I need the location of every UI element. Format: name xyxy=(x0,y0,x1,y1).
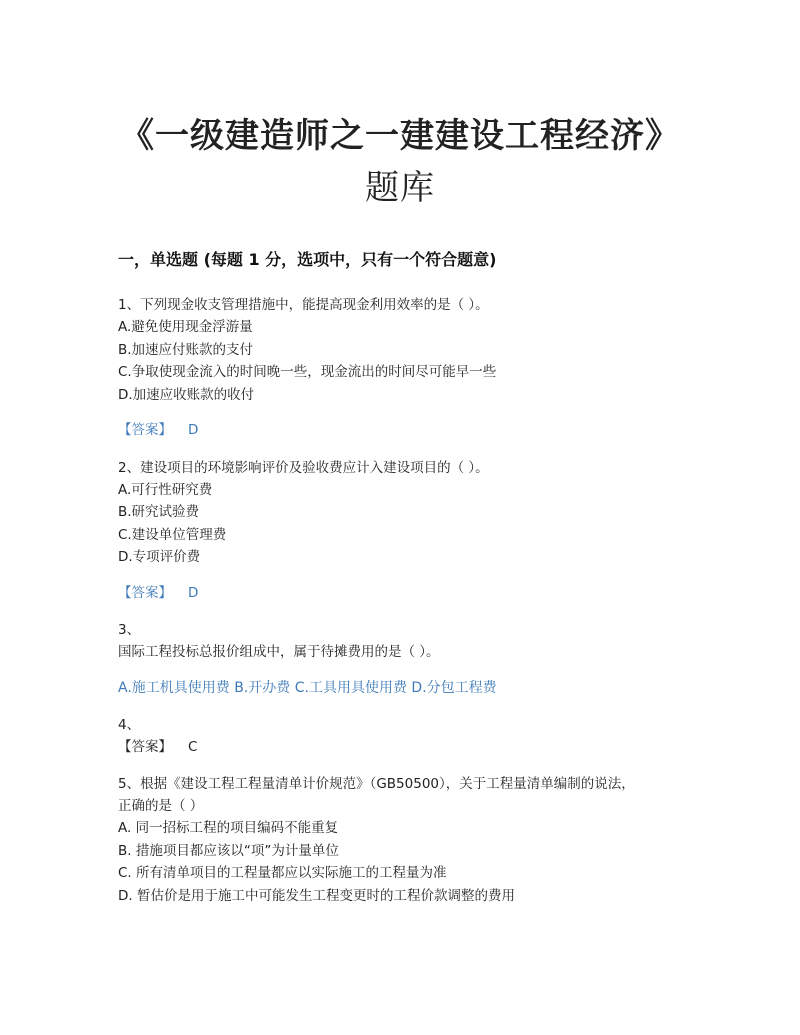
question-4-answer xyxy=(118,738,197,756)
question-2-option-a: A.可行性研究费 xyxy=(118,482,213,498)
question-1-option-c: C.争取使现金流入的时间晚一些，现金流出的时间尽可能早一些 xyxy=(118,364,497,380)
question-2-answer xyxy=(118,584,198,602)
answer-value: D xyxy=(188,422,199,438)
question-2-stem: 2、建设项目的环境影响评价及验收费应计入建设项目的（ ）。 xyxy=(118,460,489,476)
question-5-option-d: D. 暂估价是用于施工中可能发生工程变更时的工程价款调整的费用 xyxy=(118,888,515,904)
answer-value: D xyxy=(188,585,199,601)
answer-label: 【答案】 xyxy=(118,739,172,755)
question-5-option-c: C. 所有清单项目的工程量都应以实际施工的工程量为准 xyxy=(118,865,447,881)
question-5-option-a: A. 同一招标工程的项目编码不能重复 xyxy=(118,820,339,836)
question-5-option-b: B. 措施项目都应该以“项”为计量单位 xyxy=(118,843,339,859)
question-3-options: A.施工机具使用费 B.开办费 C.工具用具使用费 D.分包工程费 xyxy=(118,680,497,696)
question-1-answer xyxy=(118,421,198,439)
question-3-stem: 国际工程投标总报价组成中，属于待摊费用的是（ ）。 xyxy=(118,644,440,660)
question-1-option-b: B.加速应付账款的支付 xyxy=(118,342,254,358)
document-title-line2: 题库 xyxy=(365,168,435,208)
question-5-stem-line1: 5、根据《建设工程工程量清单计价规范》（GB50500），关于工程量清单编制的说法， xyxy=(118,776,635,792)
question-5-stem-line2: 正确的是（ ） xyxy=(118,798,204,814)
question-2-option-c: C.建设单位管理费 xyxy=(118,527,227,543)
question-3-number: 3、 xyxy=(118,622,141,638)
answer-value: C xyxy=(188,739,198,755)
question-2-option-b: B.研究试验费 xyxy=(118,504,200,520)
document-title-line1: 《一级建造师之一建建设工程经济》 xyxy=(120,116,680,156)
question-2-option-d: D.专项评价费 xyxy=(118,549,201,565)
question-1-option-a: A.避免使用现金浮游量 xyxy=(118,319,253,335)
section-heading: 一，单选题 (每题 1 分，选项中，只有一个符合题意) xyxy=(118,250,497,269)
answer-label: 【答案】 xyxy=(118,585,172,601)
question-1-stem: 1、下列现金收支管理措施中，能提高现金利用效率的是（ ）。 xyxy=(118,297,489,313)
answer-label: 【答案】 xyxy=(118,422,172,438)
question-1-option-d: D.加速应收账款的收付 xyxy=(118,387,255,403)
question-4-number: 4、 xyxy=(118,717,141,733)
